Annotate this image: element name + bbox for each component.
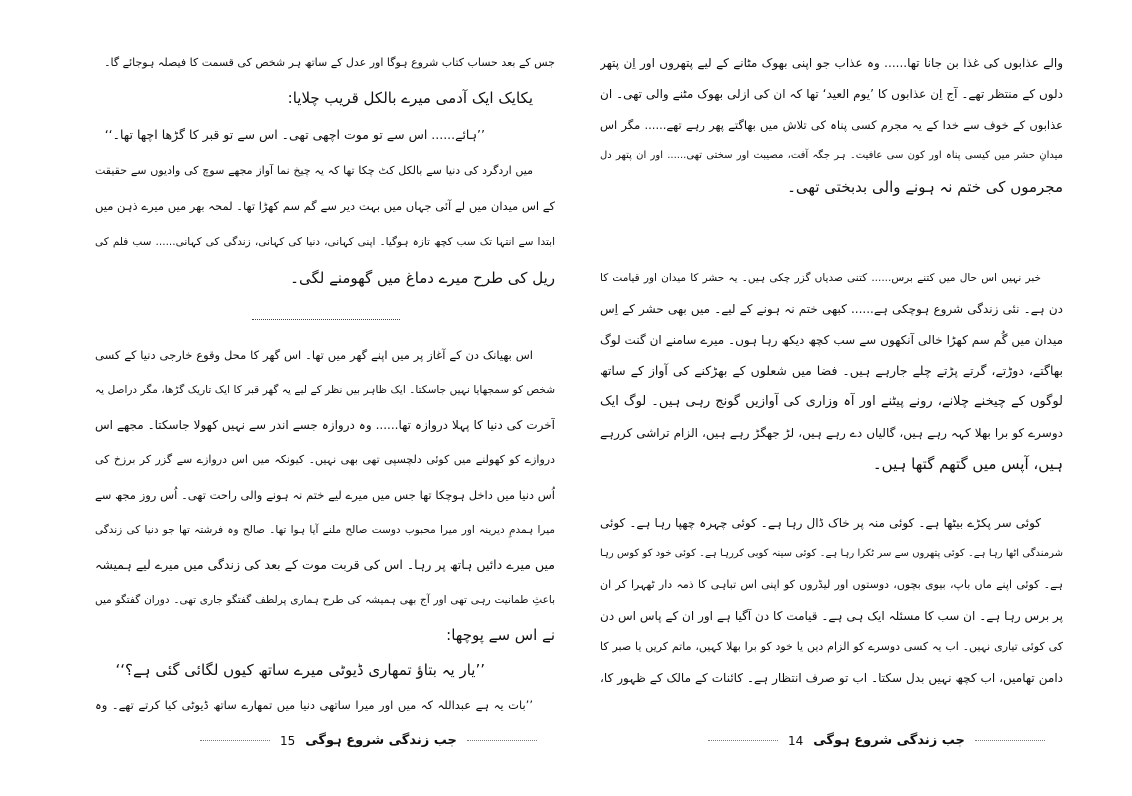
- text: جس کے بعد حساب کتاب شروع ہوگا اور عدل کے ساتھ ہر شخص کی قسمت کا فیصلہ ہوجائے گا۔: [104, 55, 555, 69]
- text: خبر نہیں اس حال میں کتنے برس...... کتنی صدیاں گزر چکی ہیں۔ یہ حشر کا میدان اور قیامت کا: [600, 271, 1041, 284]
- text: میں اردگرد کی دنیا سے بالکل کٹ چکا تھا کہ یہ چیخ نما آواز مجھے سوچ کی وادیوں سے حقیقت: [95, 163, 533, 177]
- page-14: [566, 0, 1132, 796]
- text: دن ہے۔ نئی زندگی شروع ہوچکی ہے...... کبھی ختم نہ ہونے کے لیے۔ میں بھی حشر کے اِس: [600, 301, 1063, 316]
- text-line: [95, 407, 555, 442]
- text: دوسرے کو برا بھلا کہہ رہے ہیں، گالیاں دے رہے ہیں، لڑ جھگڑ رہے ہیں، الزام تراشی کررہے: [600, 425, 1063, 440]
- text-line: [600, 293, 1063, 324]
- text: دلوں کے منتظر تھے۔ آج اِن عذابوں کا ’یوم العید‘ تھا کہ ان کی ازلی بھوک مٹنے والی تھی۔ ان: [600, 86, 1063, 101]
- text: لوگوں کے چیخنے چلانے، رونے پیٹنے اور آہ وزاری کی آوازیں گونج رہی ہیں۔ لوگ ایک: [600, 394, 1063, 409]
- text: ’’یار یہ بتاؤ تمھاری ڈیوٹی میرے ساتھ کیوں لگائی گئی ہے؟‘‘: [115, 660, 485, 679]
- text-line: [95, 224, 555, 260]
- footer-dots: [200, 740, 270, 741]
- text-line: [95, 337, 555, 372]
- text: ریل کی طرح میرے دماغ میں گھومنے لگی۔: [290, 269, 555, 287]
- text-line: [600, 662, 1063, 693]
- text-line: [95, 582, 555, 617]
- text: عذابوں کے خوف سے خدا کے یہ مجرم کسی پناہ کی تلاش میں بھاگتے پھر رہے تھے...... مگر اس: [600, 117, 1063, 132]
- text: شرمندگی اٹھا رہا ہے۔ کوئی پتھروں سے سر ٹکرا رہا ہے۔ کوئی سینہ کوبی کررہا ہے۔ کوئی خود کو کوس رہا: [600, 548, 1063, 559]
- text-line: [600, 140, 1063, 171]
- paragraph-block: [600, 507, 1063, 693]
- text-line: [600, 600, 1063, 631]
- text: ابتدا سے انتہا تک سب کچھ تازہ ہوگیا۔ اپنی کہانی، دنیا کی کہانی، زندگی کی کہانی...... سب فلم کی: [95, 236, 555, 248]
- text-line: [95, 372, 555, 407]
- text-line: [600, 507, 1063, 538]
- text-line: [95, 617, 555, 652]
- paragraph-block: [600, 262, 1063, 479]
- text-line: [95, 260, 555, 296]
- quote-line: [95, 687, 555, 722]
- text: میدان میں گُم سم کھڑا خالی آنکھوں سے سب کچھ دیکھ رہا ہوں۔ میرے سامنے ان گنت لوگ: [600, 332, 1063, 347]
- text-line: [600, 171, 1063, 202]
- page-footer: [200, 733, 537, 748]
- text: کی کوئی تیاری نہیں۔ اب یہ کسی دوسرے کو الزام دیں یا خود کو برا بھلا کہیں، ماتم کریں یا صبر کا: [600, 640, 1063, 653]
- text-line: [95, 152, 555, 188]
- text-line: [95, 80, 555, 116]
- text: اس بھیانک دن کے آغاز پر میں اپنے گھر میں تھا۔ اس گھر کا محل وقوع خارجی دنیا کے کسی: [95, 347, 533, 362]
- text: یکایک ایک آدمی میرے بالکل قریب چلایا:: [287, 89, 533, 107]
- section-divider: [252, 319, 400, 320]
- text-line: [600, 324, 1063, 355]
- quote-line: [95, 652, 555, 687]
- text: دروازے کو کھولنے میں کوئی دلچسپی تھی بھی نہیں۔ کیونکہ میں اس دروازے سے گزر کر برزخ کی: [95, 453, 555, 466]
- text-line: [95, 547, 555, 582]
- text: میں میرے دائیں ہاتھ پر رہا۔ اس کی قربت موت کے بعد کی زندگی میں میرے لیے ہمیشہ: [95, 557, 555, 572]
- text: ’’ہائے...... اس سے تو موت اچھی تھی۔ اس سے تو قبر کا گڑھا اچھا تھا۔‘‘: [104, 126, 485, 142]
- text-line: [600, 78, 1063, 109]
- paragraph-block: [95, 44, 555, 296]
- text-line: [600, 262, 1063, 293]
- text: ہیں، آپس میں گتھم گتھا ہیں۔: [872, 454, 1063, 473]
- text: کے اس میدان میں لے آئی جہاں میں بہت دیر سے گم سم کھڑا تھا۔ لمحہ بھر میں میرے ذہن میں: [95, 199, 555, 213]
- text-line: [600, 569, 1063, 600]
- text: کوئی سر پکڑے بیٹھا ہے۔ کوئی منہ پر خاک ڈال رہا ہے۔ کوئی چہرہ چھپا رہا ہے۔ کوئی: [600, 515, 1041, 530]
- running-title: جب زندگی شروع ہوگی: [305, 733, 457, 748]
- text: نے اس سے پوچھا:: [446, 625, 555, 644]
- text-line: [600, 417, 1063, 448]
- text: بھاگتے، دوڑتے، گرتے پڑتے چلے جارہے ہیں۔ فضا میں شعلوں کے بھڑکنے کی آواز کے ساتھ: [600, 363, 1063, 378]
- page-footer: [708, 733, 1045, 748]
- text-line: [600, 109, 1063, 140]
- text: والے عذابوں کی غذا بن جانا تھا...... وہ عذاب جو اپنی بھوک مٹانے کے لیے پتھروں اور اِن پتھر: [600, 55, 1063, 70]
- text-line: [600, 631, 1063, 662]
- text: باعثِ طمانیت رہی تھی اور آج بھی ہمیشہ کی طرح ہماری پرلطف گفتگو جاری تھی۔ دوران گفتگو میں: [95, 593, 555, 606]
- text: ’’بات یہ ہے عبداللہ کہ میں اور میرا ساتھی دنیا میں تمھارے ساتھ ڈیوٹی کیا کرتے تھے۔ وہ: [95, 697, 533, 712]
- text-line: [600, 386, 1063, 417]
- text: مجرموں کی ختم نہ ہونے والی بدبختی تھی۔: [787, 177, 1063, 196]
- page-number: 15: [280, 733, 296, 748]
- text: اُس دنیا میں داخل ہوچکا تھا جس میں میرے لیے ختم نہ ہونے والی راحت تھی۔ اُس روز مجھ سے: [95, 487, 555, 502]
- text: میدانِ حشر میں کیسی پناہ اور کون سی عافیت۔ ہر جگہ آفت، مصیبت اور سختی تھی...... اور ان پتھر دل: [600, 150, 1063, 161]
- text: پر برس رہا ہے۔ ان سب کا مسئلہ ایک ہی ہے۔ قیامت کا دن آگیا ہے اور ان کے پاس اس دن: [600, 608, 1063, 623]
- text-line: [95, 477, 555, 512]
- text: میرا ہمدمِ دیرینہ اور میرا محبوب دوست صالح ملنے آیا ہوا تھا۔ صالح وہ فرشتہ تھا جو دنیا کی زندگی: [95, 523, 555, 536]
- footer-dots: [975, 740, 1045, 741]
- text-line: [95, 442, 555, 477]
- quote-line: [95, 116, 555, 152]
- page-number: 14: [788, 733, 804, 748]
- footer-dots: [467, 740, 537, 741]
- text-line: [95, 512, 555, 547]
- text-line: [95, 188, 555, 224]
- text-line: [600, 47, 1063, 78]
- text: شخص کو سمجھایا نہیں جاسکتا۔ ایک ظاہر بیں نظر کے لیے یہ گھر قبر کا ایک تاریک گڑھا، مگر دراصل یہ: [95, 383, 555, 396]
- footer-dots: [708, 740, 778, 741]
- text: آخرت کی دنیا کا پہلا دروازہ تھا...... وہ دروازہ جسے اندر سے نہیں کھولا جاسکتا۔ مجھے اس: [95, 417, 555, 432]
- text-line: [600, 538, 1063, 569]
- text-line: [600, 355, 1063, 386]
- running-title: جب زندگی شروع ہوگی: [813, 733, 965, 748]
- text: دامن تھامیں، اب کچھ نہیں بدل سکتا۔ اب تو صرف انتظار ہے۔ کائنات کے مالک کے ظہور کا،: [600, 670, 1063, 685]
- text: ہے۔ کوئی اپنے ماں باپ، بیوی بچوں، دوستوں اور لیڈروں کو اپنی اس تباہی کا ذمہ دار ٹھہرا کر ان: [600, 578, 1063, 591]
- paragraph-block: [95, 337, 555, 722]
- text-line: [95, 44, 555, 80]
- text-line: [600, 448, 1063, 479]
- paragraph-block: [600, 47, 1063, 202]
